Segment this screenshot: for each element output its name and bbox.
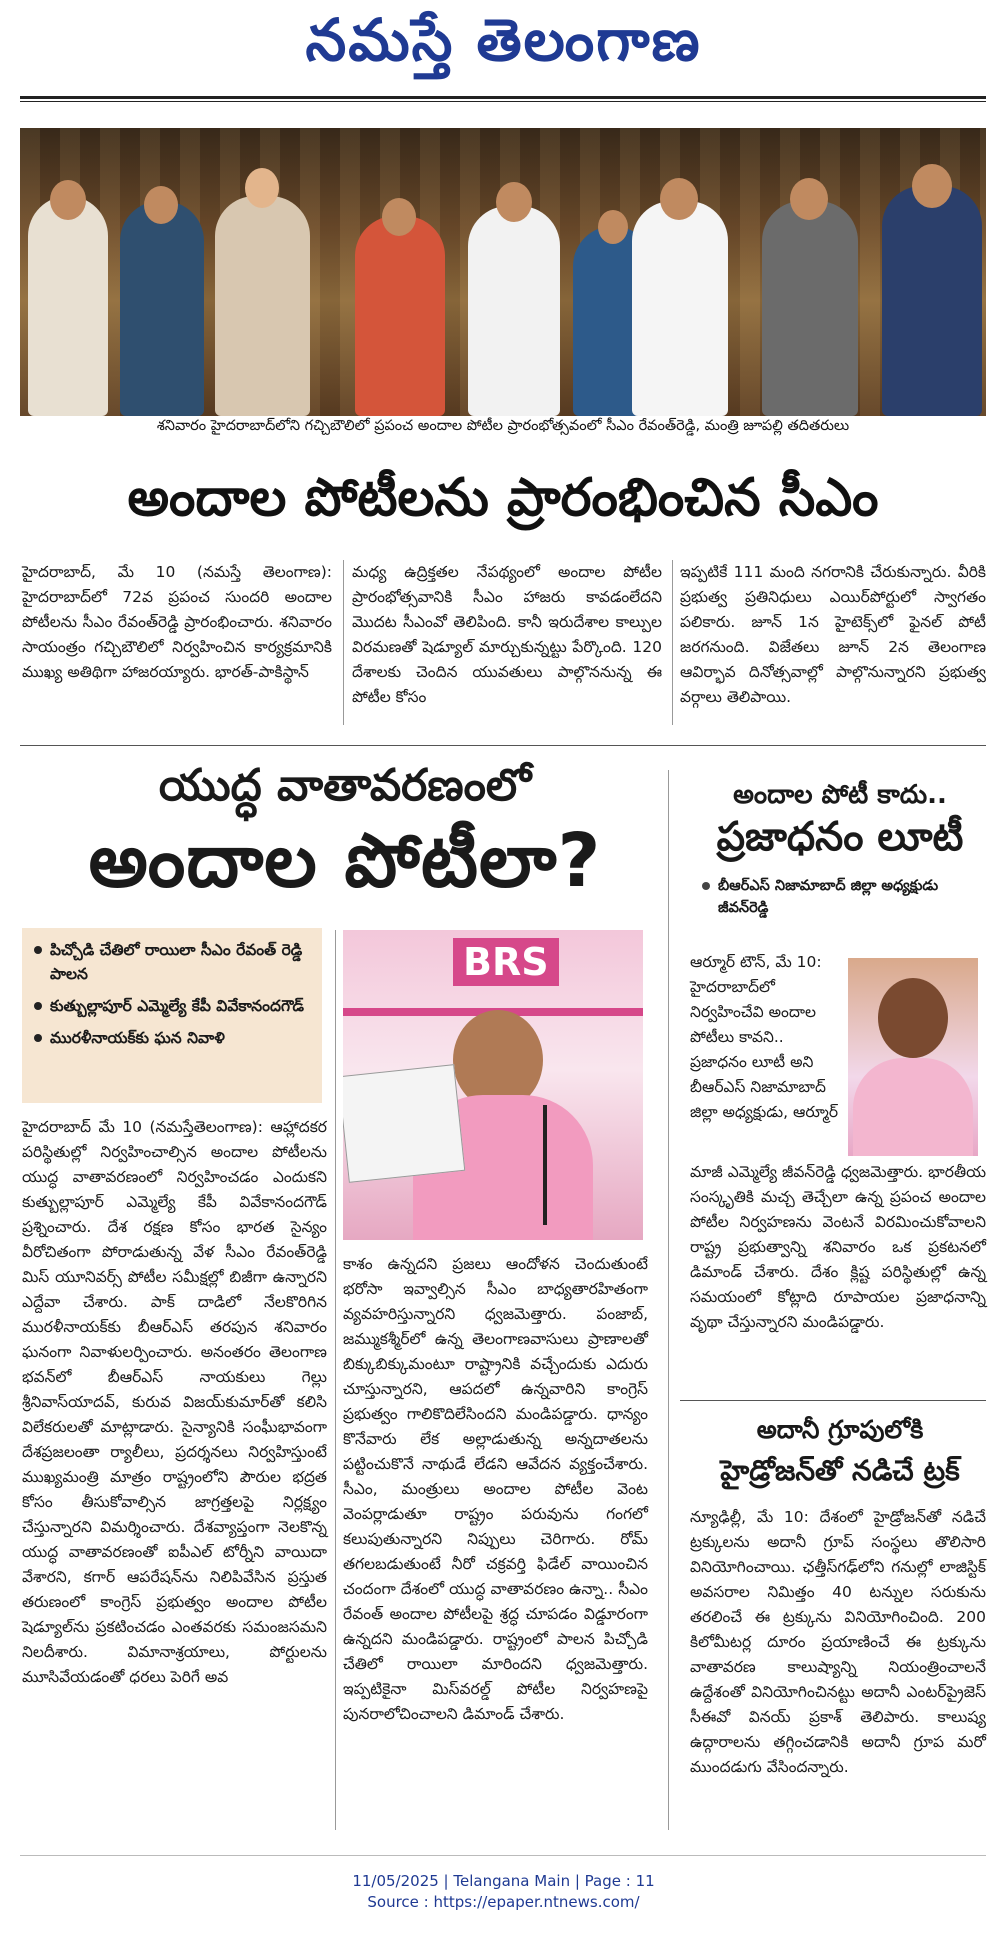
top-story-col3: ఇప్పటికే 111 మంది నగరానికి చేరుకున్నారు. వీరికి ప్రభుత్వ ప్రతినిధులు ఎయిర్‌పోర్టులో స్వాగతం పలికారు. జూన్ 1న హైటెక్స్‌లో ఫైనల్ పోటీ జరగనుంది. విజేతలు జూన్ 2న తెలంగాణ ఆవిర్భావ దినోత్సవాల్లో పాల్గొనున్నారని ప్రభుత్వ వర్గాలు తెలిపాయి. — [680, 563, 986, 706]
masthead — [0, 0, 1007, 110]
war-story-kicker: యుద్ధ వాతావరణంలో — [158, 760, 532, 811]
photo-figure — [120, 201, 204, 416]
photo-figure — [632, 201, 728, 416]
photo-figure — [355, 216, 445, 416]
war-story-col1: హైదరాబాద్ మే 10 (నమస్తేతెలంగాణ): ఆహ్లాదకర పరిస్థితుల్లో నిర్వహించాల్సిన అందాల పోటీలను యుద్ధ వాతావరణంలో నిర్వహించడం ఎందుకని కుత్బుల్లాపూర్ ఎమ్మెల్యే కేపీ వివేకానందగౌడ్ ప్రశ్నించారు. దేశ రక్షణ కోసం భారత సైన్యం వీరోచితంగా పోరాడుతున్న వేళ సీఎం రేవంత్‌రెడ్డి మిస్ యూనివర్స్ పోటీల సమీక్షల్లో బిజీగా ఉన్నారని ఎద్దేవా చేశారు. పాక్ దాడిలో నేలకొరిగిన మురళీనాయక్‌కు బీఆర్‌ఎస్ తరపున శనివారం ఘనంగా నివాళులర్పించారు. అనంతరం తెలంగాణ భవన్‌లో బీఆర్‌ఎస్ నాయకులు గెల్లు శ్రీనివాస్‌యాదవ్, కురువ విజయ్‌కుమార్‌తో కలిసి విలేకరులతో మాట్లాడారు. సైన్యానికి సంఘీభావంగా దేశప్రజలంతా ర్యాలీలు, ప్రదర్శనలు నిర్వహిస్తుంటే ముఖ్యమంత్రి మాత్రం రాష్ట్రంలోని పౌరుల భద్రత కోసం తీసుకోవాల్సిన జాగ్రత్తలపై నిర్లక్ష్యం చేస్తున్నారని విమర్శించారు. దేశవ్యాప్తంగా నెలకొన్న యుద్ధ వాతావరణంతో ఐపీఎల్ టోర్నీని వాయిదా వేశారని, కగార్ ఆపరేషన్‌ను నిలిపివేసిన ప్రస్తుత తరుణంలో కాంగ్రెస్ ప్రభుత్వం అందాల పోటీల షెడ్యూల్‌ను ప్రకటించడం ఎంతవరకు సమంజసమని నిలదీశారు. విమానాశ్రయాలు, పోర్టులను మూసివేయడంతో ధరలు పెరిగే అవ — [22, 1118, 327, 1686]
right-story-subhead: బీఆర్‌ఎస్ నిజామాబాద్ జిల్లా అధ్యక్షుడు జీవన్‌రెడ్డి — [700, 875, 990, 919]
column-divider — [668, 770, 669, 1830]
photo-figure — [215, 196, 310, 416]
highlight-item: మురళీనాయక్‌కు ఘన నివాళి — [32, 1026, 312, 1050]
highlight-item: పిచ్చోడి చేతిలో రాయిలా సీఎం రేవంత్ రెడ్డి పాలన — [32, 938, 312, 986]
masthead-rule-thin — [20, 101, 986, 102]
footer-divider — [20, 1855, 986, 1856]
highlight-item: కుత్బుల్లాపూర్ ఎమ్మెల్యే కేపీ వివేకానందగౌడ్ — [32, 994, 312, 1018]
brs-banner: BRS — [453, 938, 559, 986]
source-link[interactable]: Source : https://epaper.ntnews.com/ — [367, 1893, 640, 1911]
adani-headline: హైడ్రోజన్‌తో నడిచే ట్రక్ — [720, 1454, 960, 1487]
top-headline: అందాల పోటీలను ప్రారంభించిన సీఎం — [127, 468, 879, 528]
newspaper-held-icon — [343, 1064, 465, 1183]
photo-caption: శనివారం హైదరాబాద్‌లోని గచ్చిబౌలిలో ప్రపంచ అందాల పోటీల ప్రారంభోత్సవంలో సీఎం రేవంత్‌రెడ్డి, మంత్రి జూపల్లి తదితరులు — [156, 418, 850, 434]
war-story-col2: కాశం ఉన్నదని ప్రజలు ఆందోళన చెందుతుంటే భరోసా ఇవ్వాల్సిన సీఎం బాధ్యతారహితంగా వ్యవహరిస్తున్నారని ధ్వజమెత్తారు. పంజాబ్, జమ్ముకశ్మీర్‌లో ఉన్న తెలంగాణవాసులు ప్రాణాలతో బిక్కుబిక్కుమంటూ రాష్ట్రానికి వచ్చేందుకు ఎదురు చూస్తున్నారని, ఆపదలో ఉన్నవారిని కాంగ్రెస్ ప్రభుత్వం గాలికొదిలేసిందని మండిపడ్డారు. ధాన్యం కొనేవారు లేక అల్లాడుతున్న అన్నదాతలను పట్టించుకొనే నాథుడే లేడని ఆవేదన వ్యక్తంచేశారు. సీఎం, మంత్రులు అందాల పోటీల వెంట వెంపర్లాడుతూ రాష్ట్రం పరువును గంగలో కలుపుతున్నారని నిప్పులు చెరిగారు. రోమ్ తగలబడుతుంటే నీరో చక్రవర్తి ఫిడేల్ వాయించిన చందంగా దేశంలో యుద్ధ వాతావరణం ఉన్నా.. సీఎం రేవంత్ అందాల పోటీలపై శ్రద్ధ చూపడం విడ్డూరంగా ఉన్నదని మండిపడ్డారు. రాష్ట్రంలో పాలన పిచ్చోడి చేతిలో రాయిలా మారిందని ధ్వజమెత్తారు. ఇప్పటికైనా మిస్‌వరల్డ్ పోటీల నిర్వహణపై పునరాలోచించాలని డిమాండ్ చేశారు. — [343, 1255, 648, 1723]
photo-figure — [882, 186, 982, 416]
adani-kicker: అదానీ గ్రూపులోకి — [756, 1415, 924, 1444]
right-story-kicker: అందాల పోటీ కాదు.. — [733, 780, 947, 810]
right-story-text-narrow: ఆర్మూర్ టౌన్, మే 10: హైదరాబాద్‌లో నిర్వహించేవి అందాల పోటీలు కావని.. ప్రజాధనం లూటీ అని బీఆర్‌ఎస్ నిజామాబాద్ జిల్లా అధ్యక్షుడు, ఆర్మూర్ — [690, 953, 839, 1121]
section-divider — [20, 745, 986, 746]
adani-story-text: న్యూఢిల్లీ, మే 10: దేశంలో హైడ్రోజన్‌తో నడిచే ట్రక్కులను అదానీ గ్రూప్ సంస్థలు తొలిసారి వినియోగించాయి. ఛత్తీస్‌గఢ్‌లోని గనుల్లో లాజిస్టిక్ అవసరాల నిమిత్తం 40 టన్నుల సరుకును తరలించే ఈ ట్రక్కును వినియోగించింది. 200 కిలోమీటర్ల దూరం ప్రయాణించే ఈ ట్రక్కును వాతావరణ కాలుష్యాన్ని నియంత్రించాలనే ఉద్దేశంతో వినియోగించినట్టు అదానీ ఎంటర్‌ప్రైజెస్ సీఈవో వినయ్ ప్రకాశ్ తెలిపారు. కాలుష్య ఉద్గారాలను తగ్గించడానికి అదానీ గ్రూప మరో ముందడుగు వేసిందన్నారు. — [690, 1508, 986, 1776]
war-story-headline: అందాల పోటీలా? — [88, 818, 602, 904]
jeevan-reddy-portrait — [848, 958, 978, 1156]
column-divider — [672, 560, 673, 725]
highlights-box — [22, 928, 322, 1103]
column-divider — [343, 560, 344, 725]
press-meet-photo — [343, 930, 643, 1240]
photo-figure — [468, 206, 560, 416]
right-story-text: మాజీ ఎమ్మెల్యే జీవన్‌రెడ్డి ధ్వజమెత్తారు. భారతీయ సంస్కృతికి మచ్చ తెచ్చేలా ఉన్న ప్రపంచ అందాల పోటీల నిర్వహణను వెంటనే విరమించుకోవాలని రాష్ట్ర ప్రభుత్వాన్ని శనివారం ఒక ప్రకటనలో డిమాండ్ చేశారు. దేశం క్లిష్ట పరిస్థితుల్లో ఉన్న సమయంలో కోట్లాది రూపాయల ప్రజాధనాన్ని వృథా చేస్తున్నారని మండిపడ్డారు. — [690, 1163, 986, 1331]
right-story-headline: ప్రజాధనం లూటీ — [716, 814, 964, 860]
column-divider — [335, 930, 336, 1830]
section-divider — [680, 1400, 986, 1401]
photo-figure — [762, 201, 858, 416]
photo-figure — [28, 196, 108, 416]
newspaper-title: నమస్తే తెలంగాణ — [305, 6, 702, 74]
event-photo — [20, 128, 986, 416]
edition-info: 11/05/2025 | Telangana Main | Page : 11 — [352, 1872, 655, 1890]
top-story-col1: హైదరాబాద్, మే 10 (నమస్తే తెలంగాణ): హైదరాబాద్‌లో 72వ ప్రపంచ సుందరి అందాల పోటీలను సీఎం రేవంత్‌రెడ్డి ప్రారంభించారు. శనివారం సాయంత్రం గచ్చిబౌలిలో నిర్వహించిన కార్యక్రమానికి ముఖ్య అతిథిగా హాజరయ్యారు. భారత్-పాకిస్థాన్ — [22, 563, 332, 681]
top-story-col2: మధ్య ఉద్రిక్తతల నేపథ్యంలో అందాల పోటీల ప్రారంభోత్సవానికి సీఎం హాజరు కావడంలేదని మొదట సీఎంవో తెలిపింది. కానీ ఇరుదేశాల కాల్పుల విరమణతో షెడ్యూల్ మార్చుకున్నట్టు పేర్కొంది. 120 దేశాలకు చెందిన యువతులు పాల్గొననున్న ఈ పోటీల కోసం — [352, 563, 662, 706]
masthead-rule — [20, 96, 986, 99]
